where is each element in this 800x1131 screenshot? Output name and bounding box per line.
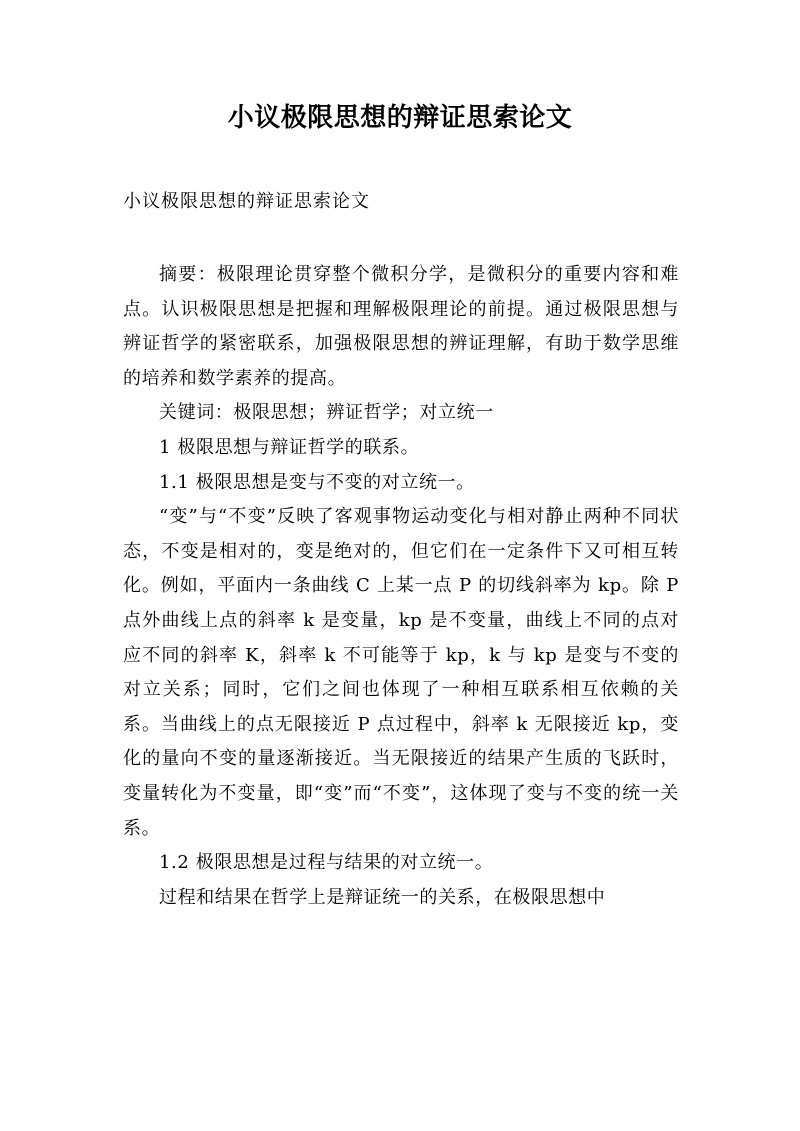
abstract-paragraph: 摘要：极限理论贯穿整个微积分学，是微积分的重要内容和难点。认识极限思想是把握和理解极限理论的前提。通过极限思想与辨证哲学的紧密联系，加强极限思想的辨证理解，有助于数学思维的培养和数学素养的提高。 (123, 264, 679, 389)
body-paragraph: 过程和结果在哲学上是辩证统一的关系，在极限思想中 (159, 886, 606, 908)
document-title: 小议极限思想的辩证思索论文 (227, 103, 573, 133)
section-heading-1-2: 1.2 极限思想是过程与结果的对立统一。 (159, 852, 494, 874)
section-heading-1: 1 极限思想与辩证哲学的联系。 (159, 436, 420, 458)
document-body (123, 258, 679, 915)
keywords-paragraph: 关键词：极限思想；辨证哲学；对立统一 (159, 402, 494, 424)
body-paragraph: “变”与“不变”反映了客观事物运动变化与相对静止两种不同状态，不变是相对的，变是绝对的，但它们在一定条件下又可相互转化。例如，平面内一条曲线 C 上某一点 P 的切线斜率为 kp。除 P 点外曲线上点的斜率 k 是变量，kp 是不变量，曲线上不同的点对应不同的斜率 K，斜率 k 不可能等于 kp，k 与 kp 是变与不变的对立关系；同时，它们之间也体现了一种相互联系相互依赖的关系。当曲线上的点无限接近 P 点过程中，斜率 k 无限接近 kp，变化的量向不变的量逐渐接近。当无限接近的结果产生质的飞跃时，变量转化为不变量，即“变”而“不变”，这体现了变与不变的统一关系。 (123, 506, 679, 839)
document-subtitle: 小议极限思想的辩证思索论文 (123, 191, 370, 212)
section-heading-1-1: 1.1 极限思想是变与不变的对立统一。 (159, 471, 475, 493)
